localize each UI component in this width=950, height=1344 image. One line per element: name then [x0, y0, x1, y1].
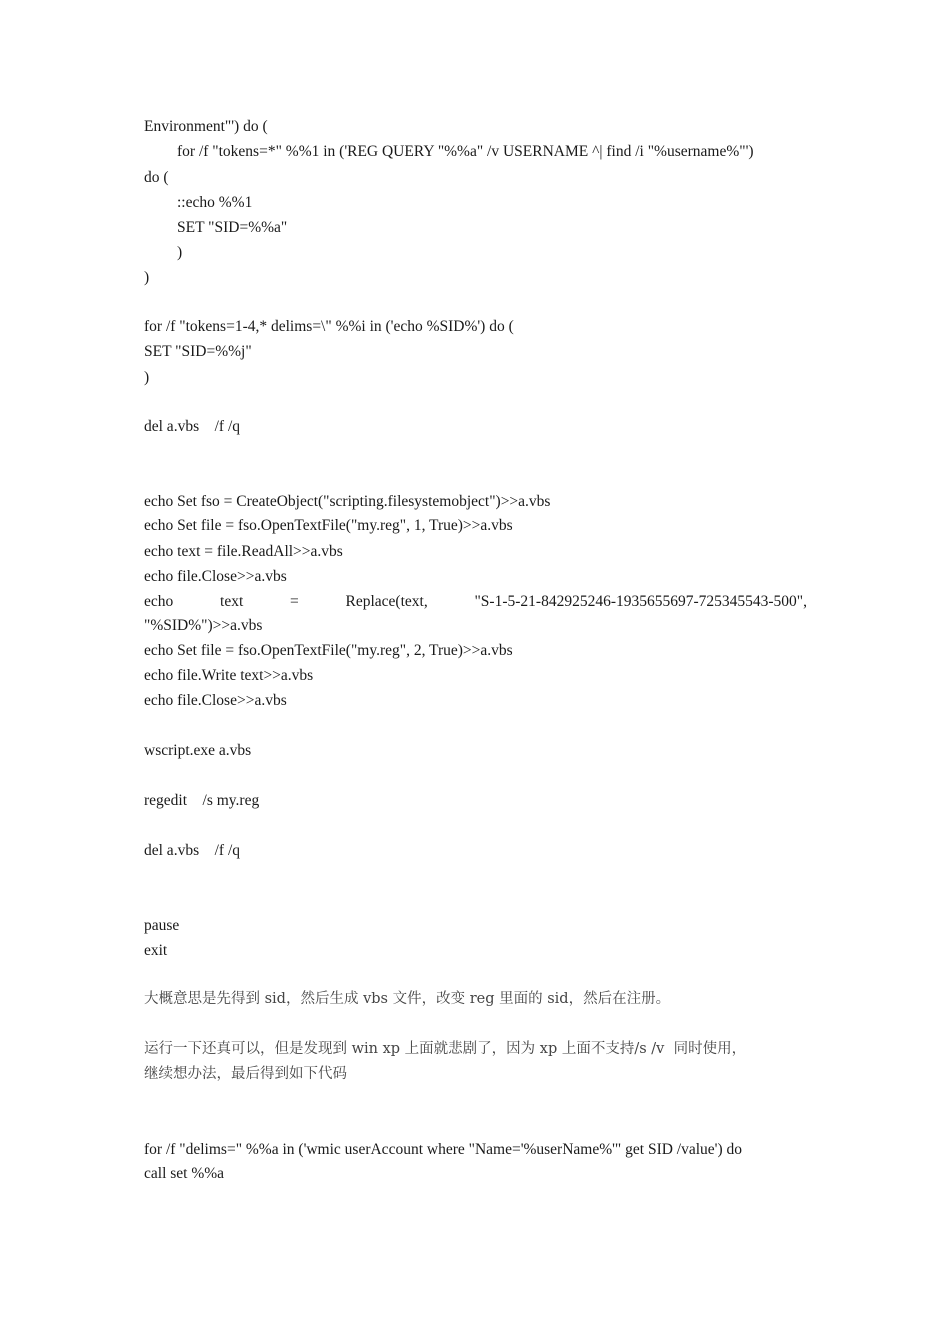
code-line: echo file.Write text>>a.vbs: [144, 667, 314, 684]
code-line: for /f "delims=" %%a in ('wmic userAccount where "Name='%userName%'" get SID /value') do: [144, 1141, 742, 1158]
code-token: "S-1-5-21-842925246-1935655697-725345543-500",: [474, 593, 807, 610]
code-token: text: [220, 593, 244, 610]
code-line: exit: [144, 942, 168, 959]
code-line: Environment"') do (: [144, 118, 268, 135]
code-line-justified: [144, 592, 807, 612]
paragraph-text: 继续想办法，最后得到如下代码: [144, 1066, 347, 1082]
code-line: ::echo %%1: [177, 194, 253, 211]
code-line: echo text = file.ReadAll>>a.vbs: [144, 543, 343, 560]
code-line: echo Set file = fso.OpenTextFile("my.reg", 1, True)>>a.vbs: [144, 517, 513, 534]
code-line: ): [144, 269, 150, 286]
code-line: call set %%a: [144, 1165, 225, 1182]
paragraph-text: 运行一下还真可以，但是发现到 win xp 上面就悲剧了，因为 xp 上面不支持/s /v 同时使用，: [144, 1041, 747, 1057]
code-line: "%SID%")>>a.vbs: [144, 617, 263, 634]
code-token: echo: [144, 593, 174, 610]
code-line: wscript.exe a.vbs: [144, 742, 252, 759]
code-line: del a.vbs /f /q: [144, 418, 240, 435]
code-line: for /f "tokens=1-4,* delims=\" %%i in ('echo %SID%') do (: [144, 318, 514, 335]
code-line: SET "SID=%%j": [144, 343, 252, 360]
code-line: ): [177, 244, 183, 261]
code-token: Replace(text,: [345, 593, 428, 610]
code-line: echo file.Close>>a.vbs: [144, 568, 287, 585]
code-line: SET "SID=%%a": [177, 219, 288, 236]
code-line: pause: [144, 917, 180, 934]
code-line: echo Set file = fso.OpenTextFile("my.reg", 2, True)>>a.vbs: [144, 642, 513, 659]
code-token: =: [290, 593, 299, 610]
code-line: ): [144, 369, 150, 386]
code-line: regedit /s my.reg: [144, 792, 260, 809]
code-line: echo Set fso = CreateObject("scripting.filesystemobject")>>a.vbs: [144, 493, 551, 510]
paragraph-text: 大概意思是先得到 sid，然后生成 vbs 文件，改变 reg 里面的 sid，然后在注册。: [144, 991, 671, 1007]
code-line: echo file.Close>>a.vbs: [144, 692, 287, 709]
code-line: del a.vbs /f /q: [144, 842, 240, 859]
code-line: do (: [144, 169, 169, 186]
code-line: for /f "tokens=*" %%1 in ('REG QUERY "%%a" /v USERNAME ^| find /i "%username%"'): [177, 143, 754, 160]
